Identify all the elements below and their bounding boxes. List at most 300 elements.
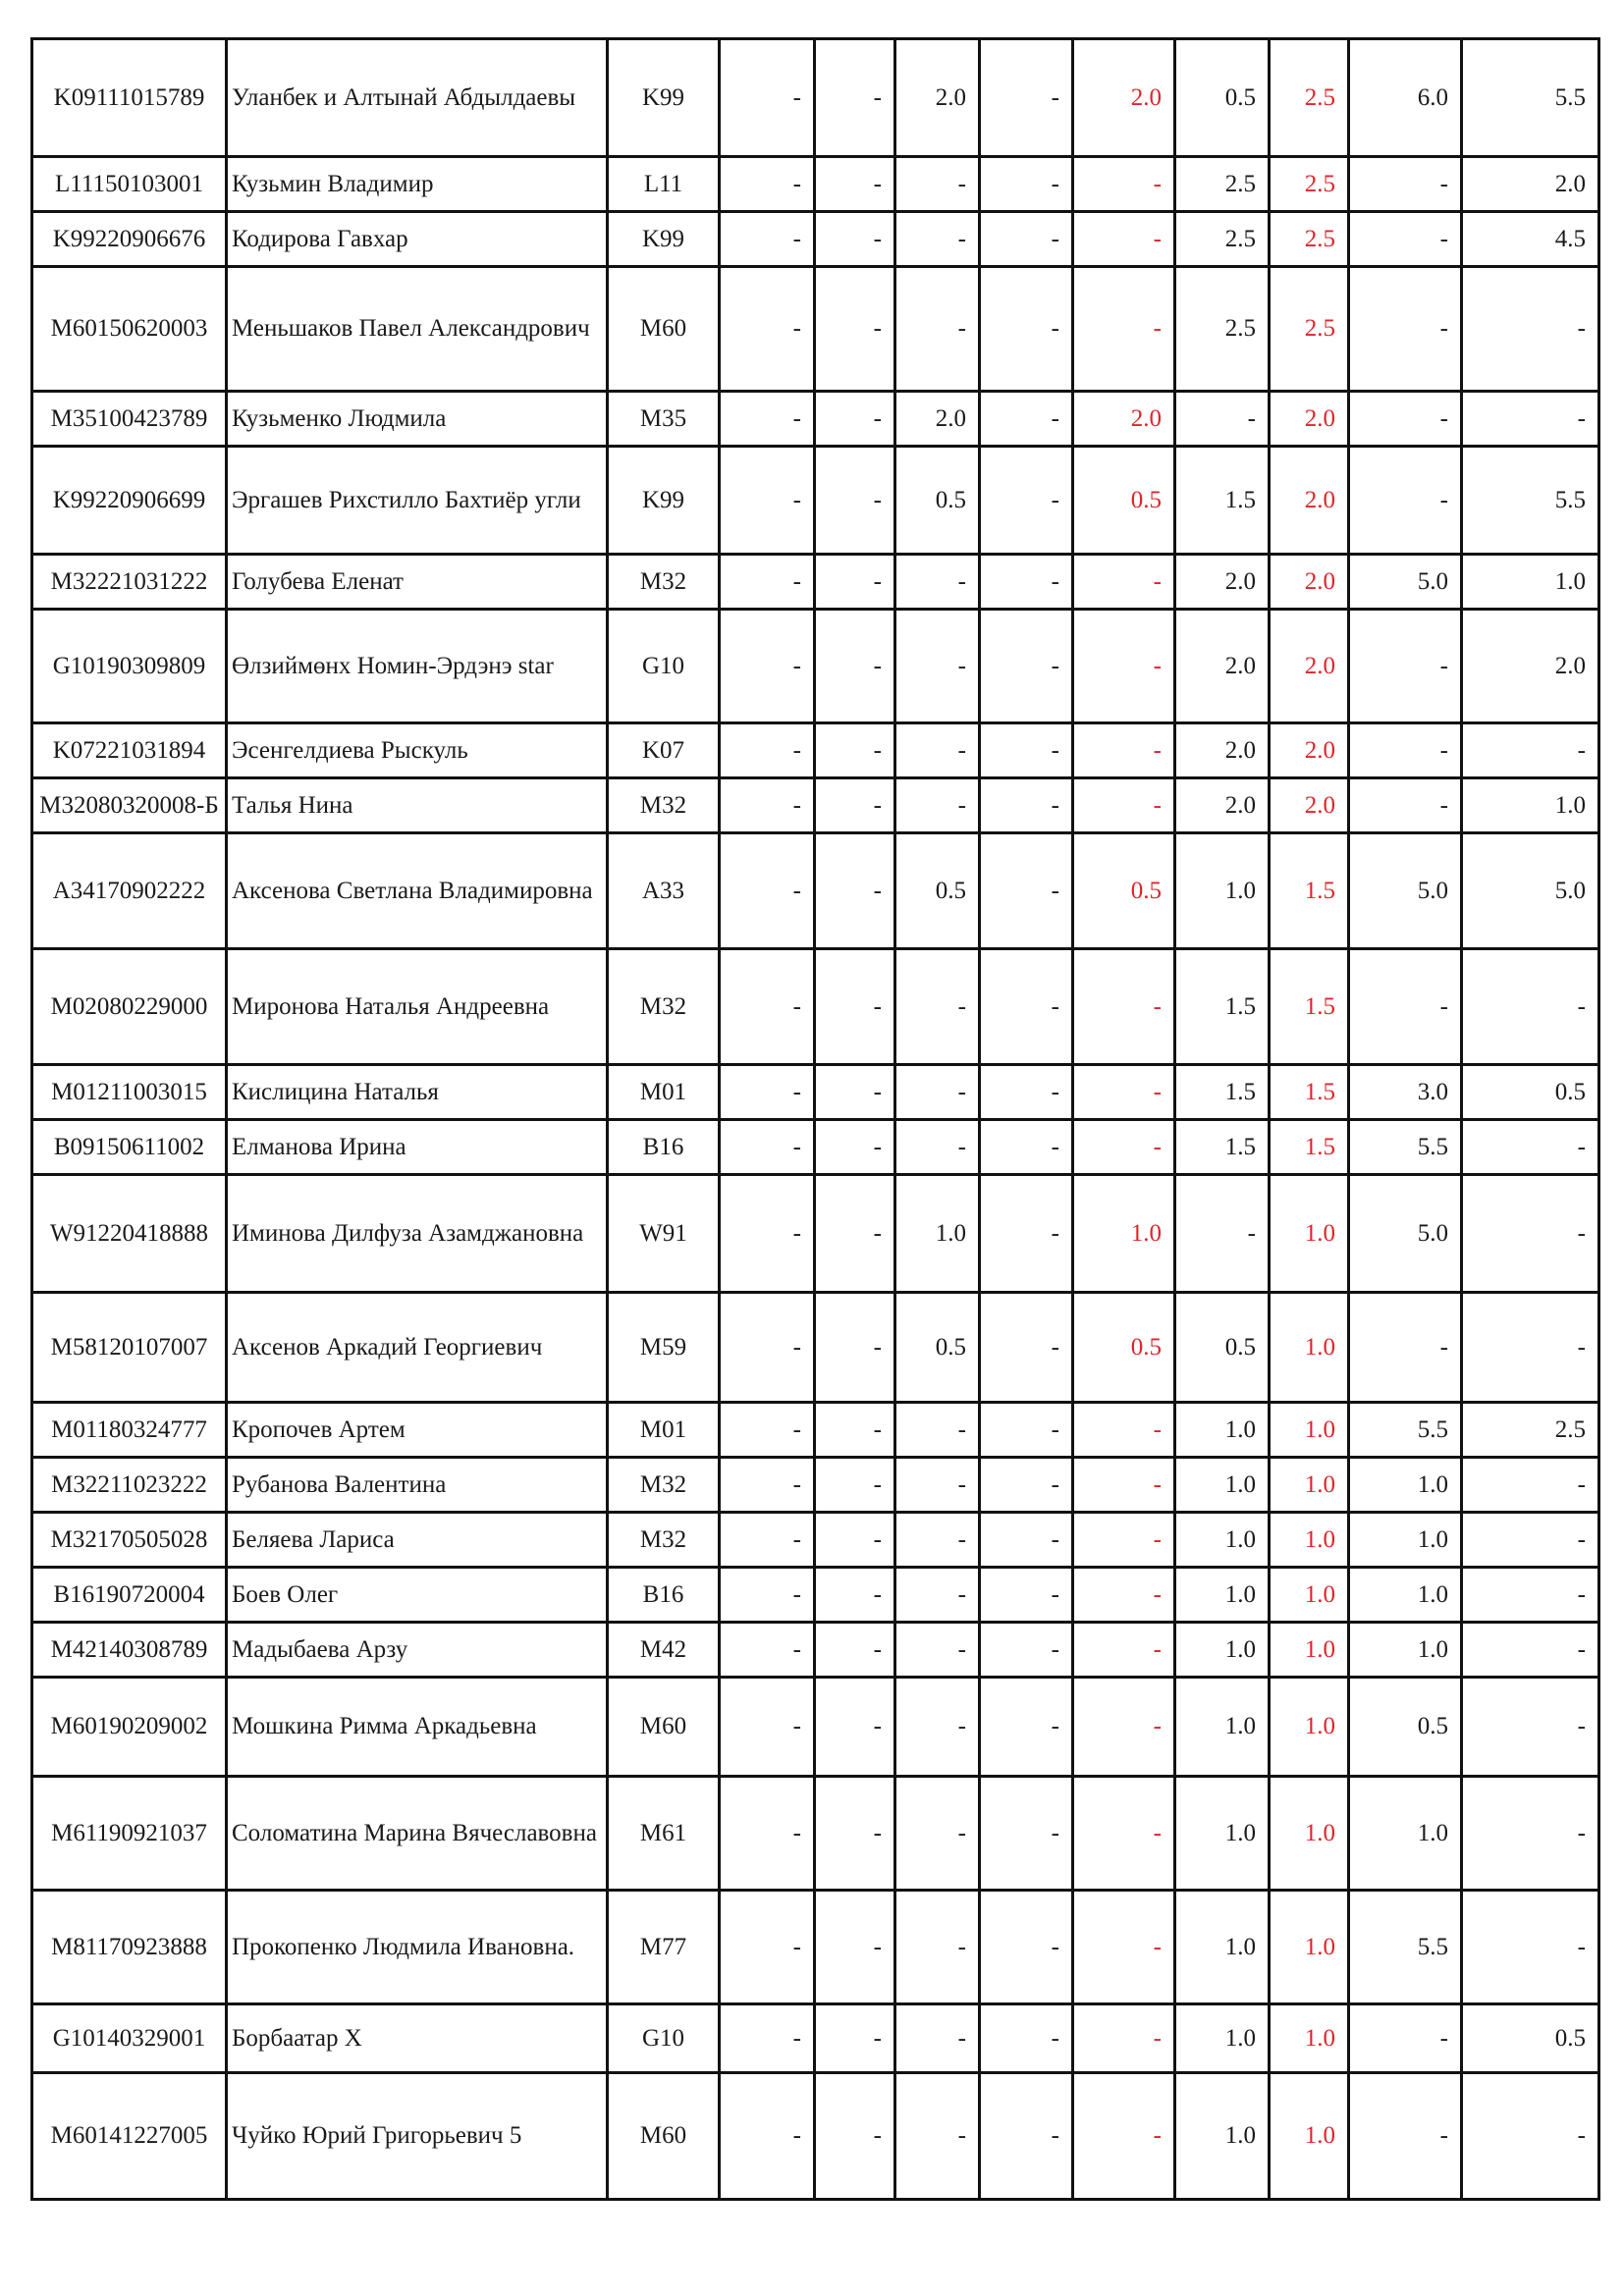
score-cell-c3: 0.5 — [895, 1293, 980, 1403]
score-cell-c8: 1.0 — [1349, 1458, 1462, 1513]
score-cell-c9: 5.5 — [1462, 39, 1599, 157]
score-cell-c1: - — [720, 1513, 815, 1568]
score-cell-c2: - — [815, 1777, 895, 1891]
group-code-cell: M32 — [608, 1513, 720, 1568]
score-cell-c4: - — [980, 949, 1073, 1065]
participant-id-cell: K07221031894 — [32, 723, 227, 778]
group-code-cell: G10 — [608, 2004, 720, 2073]
participant-name-cell: Мадыбаева Арзу — [227, 1623, 608, 1678]
score-cell-c6: 0.5 — [1175, 39, 1270, 157]
table-row — [32, 1513, 1599, 1568]
table-row — [32, 1403, 1599, 1458]
score-cell-c4: - — [980, 1293, 1073, 1403]
score-cell-c9: - — [1462, 1513, 1599, 1568]
score-cell-c1: - — [720, 267, 815, 392]
score-cell-c6: 2.0 — [1175, 610, 1270, 723]
table-row — [32, 949, 1599, 1065]
score-cell-c3: - — [895, 555, 980, 610]
score-cell-c2: - — [815, 1403, 895, 1458]
score-cell-c6: 0.5 — [1175, 1293, 1270, 1403]
score-cell-c8: - — [1349, 610, 1462, 723]
table-row — [32, 1623, 1599, 1678]
score-cell-c4: - — [980, 39, 1073, 157]
score-cell-c2: - — [815, 1293, 895, 1403]
score-cell-c9: 5.5 — [1462, 447, 1599, 555]
score-cell-c5: - — [1073, 212, 1175, 267]
score-cell-c3: - — [895, 2073, 980, 2200]
score-cell-c3: - — [895, 1403, 980, 1458]
participant-id-cell: M60150620003 — [32, 267, 227, 392]
participant-id-cell: M32170505028 — [32, 1513, 227, 1568]
score-cell-c3: - — [895, 1458, 980, 1513]
group-code-cell: M01 — [608, 1403, 720, 1458]
score-cell-c2: - — [815, 1568, 895, 1623]
score-cell-c5: - — [1073, 723, 1175, 778]
score-cell-c6: 1.0 — [1175, 1678, 1270, 1777]
score-cell-c6: 1.0 — [1175, 1403, 1270, 1458]
score-cell-c9: 5.0 — [1462, 833, 1599, 949]
score-cell-c5: - — [1073, 157, 1175, 212]
score-cell-c2: - — [815, 833, 895, 949]
score-cell-c7: 1.0 — [1270, 1623, 1349, 1678]
participant-name-cell: Соломатина Марина Вячеславовна — [227, 1777, 608, 1891]
score-cell-c7: 1.0 — [1270, 1403, 1349, 1458]
score-cell-c6: 1.0 — [1175, 833, 1270, 949]
score-cell-c7: 2.5 — [1270, 212, 1349, 267]
participant-id-cell: K99220906676 — [32, 212, 227, 267]
participant-id-cell: M35100423789 — [32, 392, 227, 447]
score-cell-c7: 2.0 — [1270, 723, 1349, 778]
score-cell-c3: - — [895, 778, 980, 833]
score-cell-c4: - — [980, 2004, 1073, 2073]
score-cell-c9: 2.5 — [1462, 1403, 1599, 1458]
group-code-cell: W91 — [608, 1175, 720, 1293]
participant-id-cell: M61190921037 — [32, 1777, 227, 1891]
score-cell-c2: - — [815, 39, 895, 157]
score-cell-c1: - — [720, 39, 815, 157]
score-cell-c4: - — [980, 447, 1073, 555]
score-cell-c5: - — [1073, 778, 1175, 833]
participant-name-cell: Эсенгелдиева Рыскуль — [227, 723, 608, 778]
score-cell-c4: - — [980, 723, 1073, 778]
score-cell-c6: - — [1175, 392, 1270, 447]
participant-name-cell: Эргашев Рихстилло Бахтиёр угли — [227, 447, 608, 555]
score-cell-c9: - — [1462, 1120, 1599, 1175]
participant-name-cell: Чуйко Юрий Григорьевич 5 — [227, 2073, 608, 2200]
score-cell-c7: 1.0 — [1270, 1568, 1349, 1623]
score-cell-c5: - — [1073, 267, 1175, 392]
score-cell-c7: 1.5 — [1270, 1120, 1349, 1175]
score-cell-c7: 2.0 — [1270, 778, 1349, 833]
group-code-cell: B16 — [608, 1568, 720, 1623]
table-row — [32, 392, 1599, 447]
score-cell-c6: 1.0 — [1175, 1568, 1270, 1623]
score-cell-c2: - — [815, 392, 895, 447]
group-code-cell: M32 — [608, 778, 720, 833]
score-cell-c6: 1.0 — [1175, 1777, 1270, 1891]
participant-name-cell: Борбаатар Х — [227, 2004, 608, 2073]
score-cell-c9: 0.5 — [1462, 2004, 1599, 2073]
score-cell-c5: - — [1073, 610, 1175, 723]
score-cell-c9: - — [1462, 1293, 1599, 1403]
score-cell-c1: - — [720, 212, 815, 267]
score-cell-c9: 2.0 — [1462, 157, 1599, 212]
score-cell-c1: - — [720, 833, 815, 949]
score-cell-c6: 1.5 — [1175, 1065, 1270, 1120]
score-cell-c3: - — [895, 610, 980, 723]
score-cell-c5: - — [1073, 555, 1175, 610]
score-cell-c8: 5.5 — [1349, 1120, 1462, 1175]
score-cell-c2: - — [815, 1458, 895, 1513]
table-row — [32, 610, 1599, 723]
score-cell-c2: - — [815, 1065, 895, 1120]
score-cell-c8: - — [1349, 267, 1462, 392]
score-cell-c3: 2.0 — [895, 392, 980, 447]
score-cell-c3: - — [895, 267, 980, 392]
group-code-cell: M59 — [608, 1293, 720, 1403]
group-code-cell: M32 — [608, 1458, 720, 1513]
score-cell-c8: - — [1349, 723, 1462, 778]
participant-id-cell: M32211023222 — [32, 1458, 227, 1513]
score-cell-c5: - — [1073, 1065, 1175, 1120]
participant-id-cell: M81170923888 — [32, 1891, 227, 2004]
score-cell-c9: 1.0 — [1462, 555, 1599, 610]
score-cell-c3: 1.0 — [895, 1175, 980, 1293]
participant-id-cell: K09111015789 — [32, 39, 227, 157]
participant-id-cell: M01211003015 — [32, 1065, 227, 1120]
score-cell-c1: - — [720, 1777, 815, 1891]
score-cell-c2: - — [815, 1623, 895, 1678]
participant-name-cell: Меньшаков Павел Александрович — [227, 267, 608, 392]
score-cell-c3: - — [895, 1891, 980, 2004]
score-cell-c4: - — [980, 1891, 1073, 2004]
score-cell-c7: 1.5 — [1270, 1065, 1349, 1120]
score-cell-c7: 1.0 — [1270, 1891, 1349, 2004]
participant-id-cell: M02080229000 — [32, 949, 227, 1065]
score-cell-c1: - — [720, 1403, 815, 1458]
participant-id-cell: B16190720004 — [32, 1568, 227, 1623]
score-cell-c5: - — [1073, 2073, 1175, 2200]
score-cell-c9: 4.5 — [1462, 212, 1599, 267]
score-cell-c6: 1.0 — [1175, 1623, 1270, 1678]
table-body — [32, 39, 1599, 2200]
score-cell-c7: 1.0 — [1270, 1678, 1349, 1777]
participant-id-cell: G10140329001 — [32, 2004, 227, 2073]
score-cell-c1: - — [720, 610, 815, 723]
group-code-cell: M60 — [608, 1678, 720, 1777]
score-cell-c4: - — [980, 1175, 1073, 1293]
table-row — [32, 1568, 1599, 1623]
score-cell-c8: - — [1349, 778, 1462, 833]
participant-name-cell: Елманова Ирина — [227, 1120, 608, 1175]
table-row — [32, 1891, 1599, 2004]
participant-name-cell: Талья Нина — [227, 778, 608, 833]
score-cell-c9: - — [1462, 1568, 1599, 1623]
participant-id-cell: M32080320008-Б — [32, 778, 227, 833]
score-cell-c1: - — [720, 2073, 815, 2200]
score-cell-c6: 2.5 — [1175, 212, 1270, 267]
score-cell-c1: - — [720, 949, 815, 1065]
score-cell-c2: - — [815, 778, 895, 833]
score-cell-c9: 2.0 — [1462, 610, 1599, 723]
score-cell-c6: 2.5 — [1175, 267, 1270, 392]
score-cell-c9: - — [1462, 2073, 1599, 2200]
score-cell-c1: - — [720, 1623, 815, 1678]
score-cell-c4: - — [980, 778, 1073, 833]
table-row — [32, 555, 1599, 610]
score-cell-c9: - — [1462, 949, 1599, 1065]
score-cell-c2: - — [815, 212, 895, 267]
results-table — [30, 37, 1600, 2201]
score-cell-c4: - — [980, 212, 1073, 267]
score-cell-c4: - — [980, 1777, 1073, 1891]
score-cell-c1: - — [720, 2004, 815, 2073]
score-cell-c9: 1.0 — [1462, 778, 1599, 833]
group-code-cell: B16 — [608, 1120, 720, 1175]
score-cell-c5: - — [1073, 1678, 1175, 1777]
participant-name-cell: Кузьменко Людмила — [227, 392, 608, 447]
participant-name-cell: Аксенова Светлана Владимировна — [227, 833, 608, 949]
score-cell-c9: - — [1462, 1777, 1599, 1891]
score-cell-c4: - — [980, 1568, 1073, 1623]
score-cell-c3: - — [895, 157, 980, 212]
group-code-cell: M42 — [608, 1623, 720, 1678]
score-cell-c7: 1.0 — [1270, 1458, 1349, 1513]
score-cell-c1: - — [720, 1678, 815, 1777]
score-cell-c2: - — [815, 267, 895, 392]
score-cell-c4: - — [980, 610, 1073, 723]
score-cell-c6: - — [1175, 1175, 1270, 1293]
group-code-cell: M77 — [608, 1891, 720, 2004]
score-cell-c8: 5.5 — [1349, 1403, 1462, 1458]
score-cell-c8: 1.0 — [1349, 1568, 1462, 1623]
score-cell-c5: 2.0 — [1073, 39, 1175, 157]
score-cell-c8: 3.0 — [1349, 1065, 1462, 1120]
score-cell-c5: 0.5 — [1073, 833, 1175, 949]
participant-name-cell: Голубева Еленат — [227, 555, 608, 610]
score-cell-c2: - — [815, 723, 895, 778]
score-cell-c6: 1.0 — [1175, 1513, 1270, 1568]
group-code-cell: M01 — [608, 1065, 720, 1120]
participant-id-cell: M42140308789 — [32, 1623, 227, 1678]
score-cell-c2: - — [815, 2073, 895, 2200]
score-cell-c7: 1.0 — [1270, 1175, 1349, 1293]
score-cell-c1: - — [720, 1175, 815, 1293]
score-cell-c4: - — [980, 1513, 1073, 1568]
table-row — [32, 39, 1599, 157]
score-cell-c3: - — [895, 1568, 980, 1623]
score-cell-c8: 5.0 — [1349, 555, 1462, 610]
score-cell-c9: - — [1462, 1678, 1599, 1777]
group-code-cell: M32 — [608, 555, 720, 610]
participant-id-cell: G10190309809 — [32, 610, 227, 723]
participant-name-cell: Кропочев Артем — [227, 1403, 608, 1458]
table-row — [32, 1458, 1599, 1513]
participant-name-cell: Миронова Наталья Андреевна — [227, 949, 608, 1065]
score-cell-c5: 2.0 — [1073, 392, 1175, 447]
participant-id-cell: B09150611002 — [32, 1120, 227, 1175]
score-cell-c6: 2.0 — [1175, 555, 1270, 610]
score-cell-c7: 2.0 — [1270, 555, 1349, 610]
participant-name-cell: Кислицина Наталья — [227, 1065, 608, 1120]
score-cell-c4: - — [980, 1120, 1073, 1175]
score-cell-c4: - — [980, 267, 1073, 392]
table-row — [32, 1120, 1599, 1175]
score-cell-c8: 1.0 — [1349, 1513, 1462, 1568]
group-code-cell: K99 — [608, 212, 720, 267]
table-row — [32, 212, 1599, 267]
score-cell-c5: - — [1073, 1777, 1175, 1891]
group-code-cell: K99 — [608, 447, 720, 555]
score-cell-c3: - — [895, 1623, 980, 1678]
score-cell-c6: 1.5 — [1175, 447, 1270, 555]
score-cell-c9: - — [1462, 267, 1599, 392]
score-cell-c6: 1.0 — [1175, 2073, 1270, 2200]
score-cell-c7: 2.5 — [1270, 39, 1349, 157]
score-cell-c3: 0.5 — [895, 833, 980, 949]
participant-name-cell: Өлзиймөнх Номин-Эрдэнэ star — [227, 610, 608, 723]
participant-id-cell: M32221031222 — [32, 555, 227, 610]
score-cell-c1: - — [720, 447, 815, 555]
score-cell-c3: 2.0 — [895, 39, 980, 157]
score-cell-c1: - — [720, 157, 815, 212]
score-cell-c5: 0.5 — [1073, 447, 1175, 555]
table-row — [32, 778, 1599, 833]
score-cell-c4: - — [980, 555, 1073, 610]
score-cell-c8: - — [1349, 2073, 1462, 2200]
group-code-cell: K07 — [608, 723, 720, 778]
score-cell-c6: 1.0 — [1175, 2004, 1270, 2073]
score-cell-c5: - — [1073, 1458, 1175, 1513]
score-cell-c8: - — [1349, 392, 1462, 447]
table-row — [32, 2073, 1599, 2200]
table-row — [32, 267, 1599, 392]
score-cell-c8: - — [1349, 157, 1462, 212]
score-cell-c6: 1.5 — [1175, 949, 1270, 1065]
participant-name-cell: Иминова Дилфуза Азамджановна — [227, 1175, 608, 1293]
score-cell-c1: - — [720, 778, 815, 833]
score-cell-c6: 1.5 — [1175, 1120, 1270, 1175]
score-cell-c4: - — [980, 1403, 1073, 1458]
group-code-cell: K99 — [608, 39, 720, 157]
score-cell-c3: - — [895, 1065, 980, 1120]
score-cell-c1: - — [720, 392, 815, 447]
participant-name-cell: Мошкина Римма Аркадьевна — [227, 1678, 608, 1777]
participant-id-cell: M58120107007 — [32, 1293, 227, 1403]
score-cell-c4: - — [980, 1623, 1073, 1678]
score-cell-c2: - — [815, 949, 895, 1065]
score-cell-c7: 2.5 — [1270, 157, 1349, 212]
table-row — [32, 1065, 1599, 1120]
score-cell-c4: - — [980, 1065, 1073, 1120]
score-cell-c4: - — [980, 392, 1073, 447]
participant-name-cell: Рубанова Валентина — [227, 1458, 608, 1513]
score-cell-c2: - — [815, 555, 895, 610]
score-cell-c6: 1.0 — [1175, 1891, 1270, 2004]
score-cell-c2: - — [815, 1678, 895, 1777]
participant-id-cell: K99220906699 — [32, 447, 227, 555]
score-cell-c1: - — [720, 1065, 815, 1120]
score-cell-c9: - — [1462, 1458, 1599, 1513]
score-cell-c2: - — [815, 1120, 895, 1175]
participant-id-cell: M01180324777 — [32, 1403, 227, 1458]
score-cell-c9: 0.5 — [1462, 1065, 1599, 1120]
score-cell-c1: - — [720, 1891, 815, 2004]
score-cell-c7: 2.5 — [1270, 267, 1349, 392]
score-cell-c7: 1.0 — [1270, 2004, 1349, 2073]
score-cell-c3: - — [895, 723, 980, 778]
score-cell-c9: - — [1462, 723, 1599, 778]
participant-name-cell: Кодирова Гавхар — [227, 212, 608, 267]
score-cell-c8: 1.0 — [1349, 1777, 1462, 1891]
score-cell-c9: - — [1462, 1891, 1599, 2004]
table-row — [32, 1293, 1599, 1403]
table-row — [32, 157, 1599, 212]
score-cell-c3: - — [895, 212, 980, 267]
participant-name-cell: Уланбек и Алтынай Абдылдаевы — [227, 39, 608, 157]
score-cell-c3: 0.5 — [895, 447, 980, 555]
score-cell-c9: - — [1462, 1175, 1599, 1293]
participant-name-cell: Аксенов Аркадий Георгиевич — [227, 1293, 608, 1403]
score-cell-c8: - — [1349, 2004, 1462, 2073]
score-cell-c8: - — [1349, 447, 1462, 555]
score-cell-c1: - — [720, 1120, 815, 1175]
score-cell-c5: - — [1073, 1403, 1175, 1458]
score-cell-c8: 5.0 — [1349, 833, 1462, 949]
score-cell-c5: - — [1073, 1120, 1175, 1175]
table-row — [32, 1678, 1599, 1777]
score-cell-c6: 2.0 — [1175, 723, 1270, 778]
score-cell-c7: 1.0 — [1270, 1293, 1349, 1403]
table-row — [32, 2004, 1599, 2073]
score-cell-c5: 1.0 — [1073, 1175, 1175, 1293]
group-code-cell: M60 — [608, 267, 720, 392]
score-cell-c8: - — [1349, 949, 1462, 1065]
score-cell-c3: - — [895, 1513, 980, 1568]
score-cell-c8: 5.0 — [1349, 1175, 1462, 1293]
score-cell-c2: - — [815, 1513, 895, 1568]
participant-name-cell: Беляева Лариса — [227, 1513, 608, 1568]
score-cell-c6: 1.0 — [1175, 1458, 1270, 1513]
score-cell-c5: - — [1073, 949, 1175, 1065]
table-row — [32, 833, 1599, 949]
score-cell-c5: - — [1073, 1891, 1175, 2004]
score-cell-c7: 2.0 — [1270, 392, 1349, 447]
score-cell-c1: - — [720, 1568, 815, 1623]
score-cell-c8: 0.5 — [1349, 1678, 1462, 1777]
participant-id-cell: M60141227005 — [32, 2073, 227, 2200]
score-cell-c3: - — [895, 2004, 980, 2073]
participant-name-cell: Боев Олег — [227, 1568, 608, 1623]
score-cell-c5: 0.5 — [1073, 1293, 1175, 1403]
score-cell-c3: - — [895, 949, 980, 1065]
score-cell-c8: - — [1349, 212, 1462, 267]
score-cell-c8: - — [1349, 1293, 1462, 1403]
score-cell-c5: - — [1073, 1568, 1175, 1623]
score-cell-c4: - — [980, 1458, 1073, 1513]
score-cell-c7: 1.0 — [1270, 1777, 1349, 1891]
table-row — [32, 447, 1599, 555]
score-cell-c1: - — [720, 1458, 815, 1513]
table-row — [32, 1175, 1599, 1293]
group-code-cell: M35 — [608, 392, 720, 447]
participant-id-cell: M60190209002 — [32, 1678, 227, 1777]
score-cell-c2: - — [815, 1175, 895, 1293]
score-cell-c2: - — [815, 447, 895, 555]
table-row — [32, 1777, 1599, 1891]
score-cell-c7: 1.0 — [1270, 2073, 1349, 2200]
results-sheet — [30, 37, 1597, 2201]
